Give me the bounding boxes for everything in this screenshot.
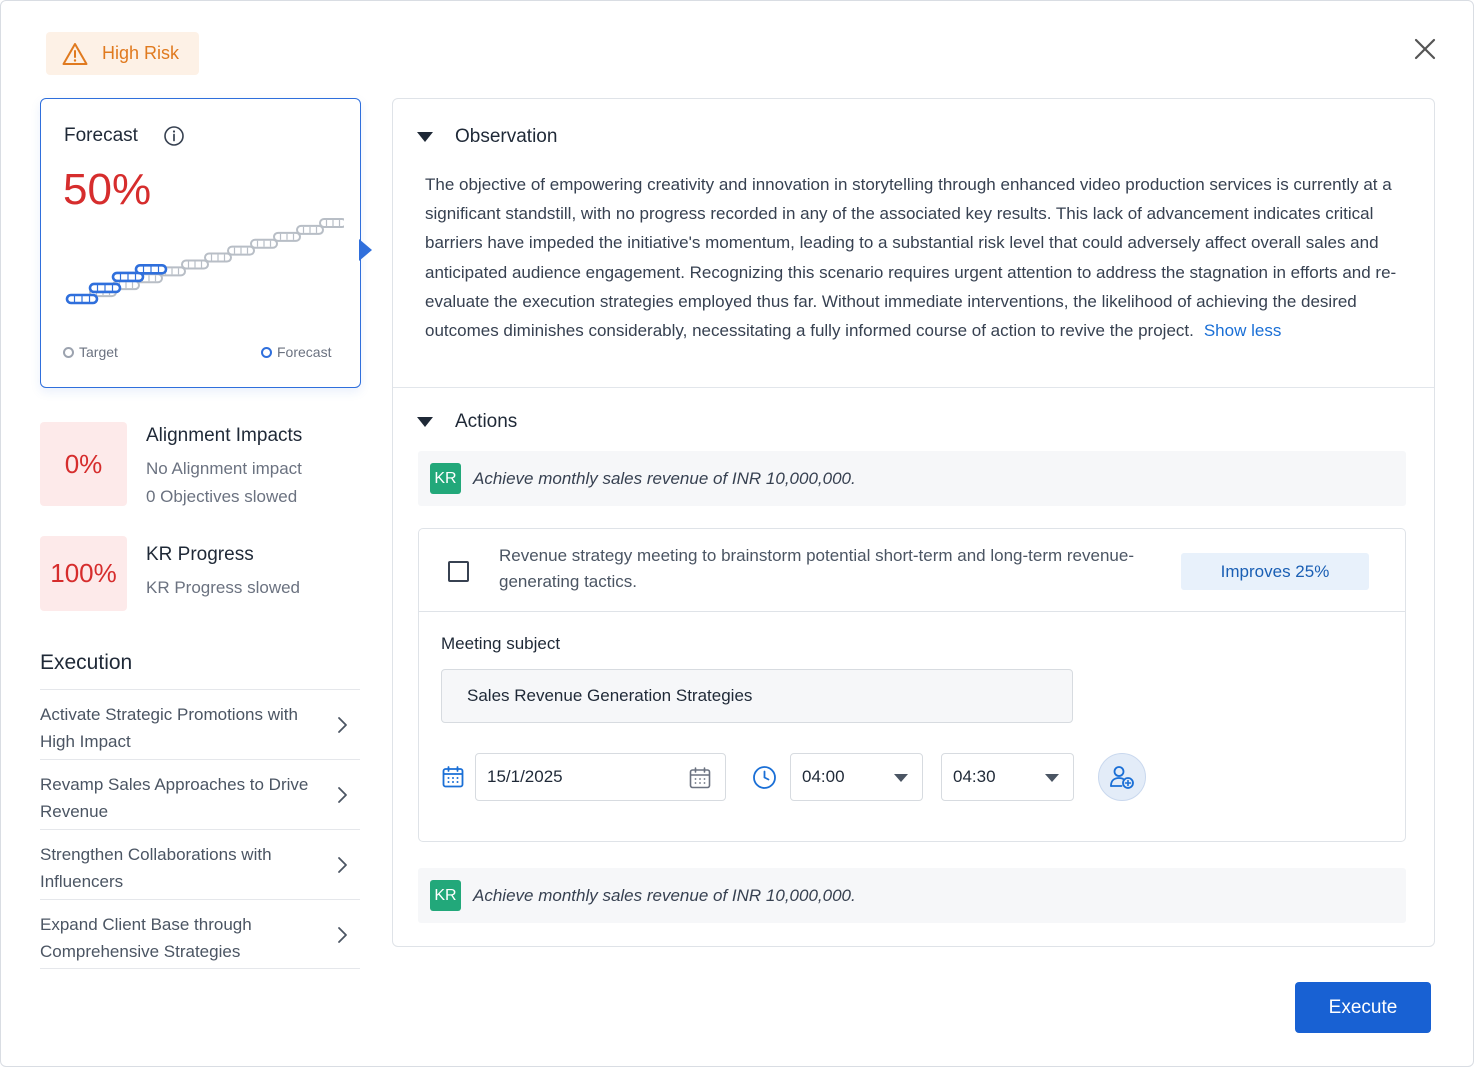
caret-down-icon	[1045, 774, 1059, 782]
kr-progress-title: KR Progress	[146, 544, 254, 565]
execution-item[interactable]	[40, 829, 360, 899]
execution-item[interactable]	[40, 759, 360, 829]
forecast-card[interactable]	[40, 98, 361, 388]
chart-point	[320, 219, 344, 227]
warning-icon	[62, 42, 88, 66]
add-user-icon	[1108, 763, 1136, 791]
execution-item-label: Revamp Sales Approaches to Drive Revenue	[40, 775, 309, 821]
close-icon[interactable]	[1411, 35, 1439, 63]
add-attendee-button[interactable]	[1098, 753, 1146, 801]
date-input[interactable]	[475, 753, 726, 801]
calendar-icon	[441, 765, 465, 789]
target-dot-icon	[63, 347, 74, 358]
key-result-row	[418, 451, 1406, 506]
execution-list	[40, 689, 360, 969]
show-less-link[interactable]: Show less	[1203, 321, 1282, 341]
caret-down-icon	[417, 417, 433, 427]
observation-heading: Observation	[455, 126, 558, 147]
legend-forecast	[261, 344, 331, 360]
execution-item[interactable]	[40, 689, 360, 759]
meeting-subject-label: Meeting subject	[441, 634, 561, 653]
action-header	[419, 529, 1405, 612]
alignment-impact-title: Alignment Impacts	[146, 425, 303, 446]
date-picker-icon[interactable]	[688, 766, 712, 790]
start-time-select[interactable]	[790, 753, 923, 801]
execution-item-label: Activate Strategic Promotions with High Impact	[40, 705, 298, 751]
alignment-impact-line: 0 Objectives slowed	[146, 487, 298, 506]
execution-item-label: Strengthen Collaborations with Influencers	[40, 845, 272, 891]
execute-button[interactable]: Execute	[1295, 982, 1431, 1033]
observation-text	[425, 170, 1410, 345]
date-value: 15/1/2025	[487, 767, 563, 786]
observation-body: The objective of empowering creativity and innovation in storytelling through enhanced video production services is currently at a significant standstill, with no progress recorded in any of the associated key results. This lack of advancement indicates critical barriers have impeded the initiative's momentum, leading to a substantial risk level that could adversely affect overall sales and anticipated audience engagement. Recognizing this scenario requires urgent attention to address the stagnation in efforts and re-evaluate the execution strategies employed thus far. Without immediate interventions, the likelihood of achieving the desired outcomes diminishes considerably, necessitating a fully informed course of action to revive the project.	[425, 175, 1397, 341]
chevron-right-icon	[336, 716, 350, 734]
improves-badge: Improves 25%	[1181, 553, 1369, 590]
action-checkbox[interactable]	[448, 561, 469, 582]
series-forecast	[67, 265, 166, 303]
caret-down-icon	[417, 132, 433, 142]
forecast-title: Forecast	[64, 125, 138, 146]
alignment-impact-line: No Alignment impact	[146, 459, 302, 478]
key-result-row	[418, 868, 1406, 923]
legend-target	[63, 344, 118, 360]
forecast-value: 50%	[63, 165, 152, 214]
action-description: Revenue strategy meeting to brainstorm potential short-term and long-term revenue-generating tactics.	[499, 546, 1134, 591]
actions-toggle[interactable]	[417, 411, 517, 433]
chevron-right-icon	[336, 926, 350, 944]
legend-target-label: Target	[79, 344, 118, 360]
forecast-dot-icon	[261, 347, 272, 358]
kr-badge: KR	[430, 463, 461, 494]
end-time-select[interactable]	[941, 753, 1074, 801]
details-panel	[392, 98, 1435, 947]
kr-text: Achieve monthly sales revenue of INR 10,000,000.	[473, 885, 856, 905]
start-time-value: 04:00	[802, 767, 845, 786]
execution-item-label: Expand Client Base through Comprehensive Strategies	[40, 915, 252, 961]
alignment-impact-value: 0%	[40, 422, 127, 506]
meeting-subject-input[interactable]	[441, 669, 1073, 723]
clock-icon	[752, 765, 777, 790]
execution-item[interactable]	[40, 899, 360, 969]
observation-toggle[interactable]	[417, 126, 557, 148]
kr-progress-value: 100%	[40, 536, 127, 611]
risk-badge	[46, 32, 199, 75]
section-divider	[393, 387, 1434, 388]
end-time-value: 04:30	[953, 767, 996, 786]
actions-heading: Actions	[455, 411, 518, 432]
forecast-chart	[59, 207, 344, 307]
info-icon[interactable]	[163, 125, 185, 147]
chevron-right-icon	[336, 786, 350, 804]
execution-heading: Execution	[40, 651, 133, 674]
legend-forecast-label: Forecast	[277, 344, 332, 360]
card-pointer	[359, 239, 372, 261]
kr-badge: KR	[430, 880, 461, 911]
kr-text: Achieve monthly sales revenue of INR 10,000,000.	[473, 468, 856, 488]
risk-label: High Risk	[102, 43, 180, 63]
action-card	[418, 528, 1406, 842]
chevron-right-icon	[336, 856, 350, 874]
kr-progress-line: KR Progress slowed	[146, 578, 301, 597]
caret-down-icon	[894, 774, 908, 782]
